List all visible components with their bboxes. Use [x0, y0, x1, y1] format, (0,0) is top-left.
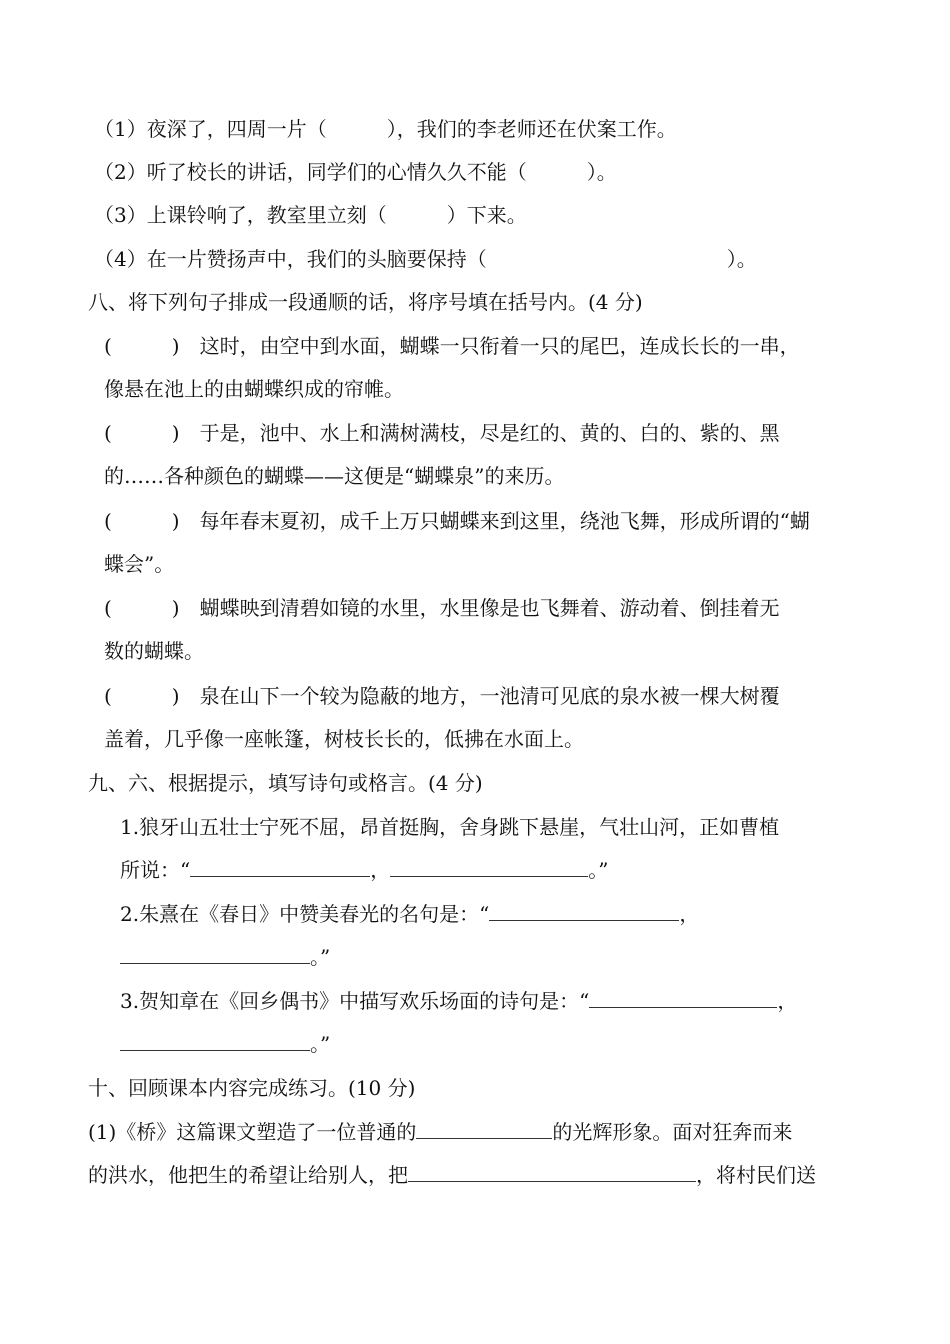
- sec9-q2-prefix: 2.朱熹在《春日》中赞美春光的名句是：“: [120, 902, 490, 926]
- sec9-q3-line2: [120, 1030, 330, 1058]
- sec8-sentence-2-line2: 的……各种颜色的蝴蝶——这便是“蝴蝶泉”的来历。: [104, 464, 565, 488]
- sec10-p2-start: 的洪水，他把生的希望让给别人，把: [88, 1163, 408, 1187]
- sec9-q3-sep: ，: [777, 989, 798, 1013]
- sec9-q2-blank-2[interactable]: [120, 943, 310, 964]
- sec8-sentence-1-line2: 像悬在池上的由蝴蝶织成的帘帷。: [104, 377, 404, 401]
- sec10-p2-end: ，将村民们送: [696, 1163, 816, 1187]
- sec10-p1-start: (1)《桥》这篇课文塑造了一位普通的: [88, 1120, 417, 1144]
- sec9-q3-blank-1[interactable]: [589, 987, 777, 1008]
- sec7-item-3: （3）上课铃响了，教室里立刻（ ）下来。: [94, 203, 527, 227]
- sec9-q3-prefix: 3.贺知章在《回乡偶书》中描写欢乐场面的诗句是：“: [120, 989, 590, 1013]
- sec8-sentence-1-line1: ( ) 这时，由空中到水面，蝴蝶一只衔着一只的尾巴，连成长长的一串，: [104, 334, 800, 358]
- sec10-p1-mid: 的光辉形象。面对狂奔而来: [552, 1120, 793, 1144]
- sec7-item-2: （2）听了校长的讲话，同学们的心情久久不能（ ）。: [94, 160, 617, 184]
- sec9-q2-line2: [120, 943, 330, 971]
- sec9-q2-blank-1[interactable]: [489, 900, 679, 921]
- sec9-q3-line1: [120, 987, 797, 1015]
- sec8-sentence-3-line2: 蝶会”。: [104, 552, 175, 576]
- sec8-sentence-4-line2: 数的蝴蝶。: [104, 639, 204, 663]
- sec10-blank-action[interactable]: [408, 1161, 696, 1182]
- sec10-p2: [88, 1161, 816, 1189]
- sec9-q1-prefix: 所说：“: [120, 858, 191, 882]
- sec9-q2-sep: ，: [679, 902, 700, 926]
- sec10-blank-hero[interactable]: [416, 1118, 552, 1139]
- sec8-sentence-2-line1: ( ) 于是，池中、水上和满树满枝，尽是红的、黄的、白的、紫的、黑: [104, 421, 780, 445]
- sec9-q1-sep: ，: [370, 858, 391, 882]
- sec9-q1-line1: 1.狼牙山五壮士宁死不屈，昂首挺胸，舍身跳下悬崖，气壮山河，正如曹植: [120, 815, 780, 839]
- sec9-q1-line2: [120, 856, 608, 884]
- sec8-sentence-4-line1: ( ) 蝴蝶映到清碧如镜的水里，水里像是也飞舞着、游动着、倒挂着无: [104, 596, 780, 620]
- sec8-sentence-5-line1: ( ) 泉在山下一个较为隐蔽的地方，一池清可见底的泉水被一棵大树覆: [104, 684, 780, 708]
- sec9-q1-blank-1[interactable]: [190, 856, 370, 877]
- sec9-q2-suffix: 。”: [310, 945, 331, 969]
- sec9-q3-suffix: 。”: [310, 1032, 331, 1056]
- sec9-title: 九、六、根据提示，填写诗句或格言。(4 分): [88, 771, 483, 795]
- sec7-item-1: （1）夜深了，四周一片（ ），我们的李老师还在伏案工作。: [94, 117, 677, 141]
- sec9-q1-suffix: 。”: [588, 858, 609, 882]
- sec8-sentence-5-line2: 盖着，几乎像一座帐篷，树枝长长的，低拂在水面上。: [104, 727, 584, 751]
- sec8-sentence-3-line1: ( ) 每年春末夏初，成千上万只蝴蝶来到这里，绕池飞舞，形成所谓的“蝴: [104, 509, 810, 533]
- sec10-p1: [88, 1118, 792, 1146]
- sec7-item-4: （4）在一片赞扬声中，我们的头脑要保持（ ）。: [94, 247, 757, 271]
- sec10-title: 十、回顾课本内容完成练习。(10 分): [88, 1076, 416, 1100]
- sec9-q2-line1: [120, 900, 699, 928]
- sec9-q3-blank-2[interactable]: [120, 1030, 310, 1051]
- sec8-title: 八、将下列句子排成一段通顺的话，将序号填在括号内。(4 分): [88, 290, 643, 314]
- sec9-q1-blank-2[interactable]: [390, 856, 588, 877]
